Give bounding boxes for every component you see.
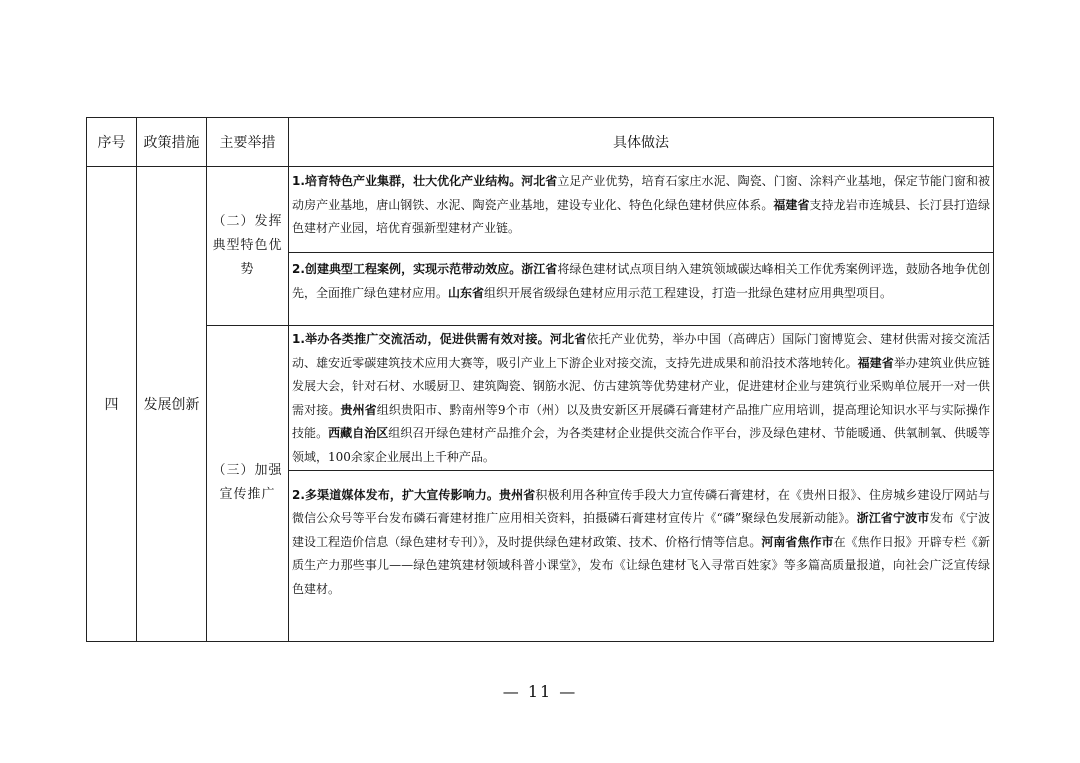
detail-text: 举办建筑业供应链发展大会，针对石材、水暖厨卫、建筑陶瓷、钢筋水泥、仿古建筑等优势建材产业，促进建材企业与建筑行业采购单位展开一对一供需对接。 (292, 355, 990, 417)
table-row (87, 326, 994, 471)
detail-cell (289, 326, 994, 471)
detail-text: 组织开展省级绿色建材应用示范工程建设，打造一批绿色建材应用典型项目。 (484, 285, 893, 300)
policy-table (86, 117, 994, 642)
detail-highlight-text: 河南省焦作市 (761, 534, 834, 549)
detail-highlight-text: 河北省 (521, 174, 558, 188)
detail-highlight-text: 1.举办各类推广交流活动，促进供需有效对接。 (292, 332, 550, 346)
detail-highlight-text: 浙江省 (521, 262, 558, 276)
detail-highlight-text: 贵州省 (340, 402, 377, 417)
policy-cell: 发展创新 (137, 167, 207, 642)
detail-text: 依托产业优势，举办中国（高碑店）国际门窗博览会、建材供需对接交流活动、雄安近零碳建筑技术应用大赛等，吸引产业上下游企业对接交流，支持先进成果和前沿技术落地转化。 (292, 332, 990, 370)
detail-text: 将绿色建材试点项目纳入建筑领域碳达峰相关工作优秀案例评选，鼓励各地争优创先，全面推广绿色建材应用。 (292, 262, 990, 300)
detail-text: 在《焦作日报》开辟专栏《新质生产力那些事儿——绿色建筑建材领域科普小课堂》，发布《让绿色建材飞入寻常百姓家》等多篇高质量报道，向社会广泛宣传绿色建材。 (292, 534, 990, 596)
header-policy: 政策措施 (137, 118, 207, 167)
detail-text: 组织召开绿色建材产品推介会，为各类建材企业提供交流合作平台，涉及绿色建材、节能暖通、供氧制氧、供暖等领域，100余家企业展出上千种产品。 (292, 426, 990, 464)
detail-paragraph (292, 484, 990, 602)
measure-cell-2: （三）加强宣传推广 (207, 326, 289, 642)
detail-highlight-text: 河北省 (549, 332, 587, 346)
detail-text: 积极利用各种宣传手段大力宣传磷石膏建材，在《贵州日报》、住房城乡建设厅网站与微信公众号等平台发布磷石膏建材推广应用相关资料，拍摄磷石膏建材宣传片《“磷”聚绿色发展新动能》。 (292, 487, 990, 526)
detail-highlight-text: 2.多渠道媒体发布，扩大宣传影响力。 (292, 487, 500, 502)
detail-text: 组织贵阳市、黔南州等9个市（州）以及贵安新区开展磷石膏建材产品推广应用培训，提高理论知识水平与实际操作技能。 (292, 402, 990, 441)
detail-highlight-text: 浙江省宁波市 (856, 511, 930, 526)
detail-text: 立足产业优势，培育石家庄水泥、陶瓷、门窗、涂料产业基地，保定节能门窗和被动房产业基地，唐山钢铁、水泥、陶瓷产业基地，建设专业化、特色化绿色建材供应体系。 (292, 174, 990, 212)
detail-cell (289, 253, 994, 326)
table-row (87, 167, 994, 253)
measure-cell-1: （二）发挥典型特色优势 (207, 167, 289, 326)
detail-text: 支持龙岩市连城县、长汀县打造绿色建材产业园，培优育强新型建材产业链。 (292, 197, 990, 236)
detail-highlight-text: 贵州省 (499, 487, 536, 502)
page-number: — 11 — (502, 682, 578, 701)
detail-highlight-text: 福建省 (773, 197, 810, 212)
detail-highlight-text: 1.培育特色产业集群，壮大优化产业结构。 (292, 174, 522, 188)
detail-cell (289, 167, 994, 253)
detail-highlight-text: 山东省 (448, 285, 485, 300)
header-main-measure: 主要举措 (207, 118, 289, 167)
row-serial-number: 四 (87, 167, 137, 642)
header-specific-practice: 具体做法 (289, 118, 994, 167)
detail-highlight-text: 2.创建典型工程案例，实现示范带动效应。 (292, 262, 522, 276)
header-serial-number: 序号 (87, 118, 137, 167)
detail-highlight-text: 福建省 (857, 355, 894, 370)
detail-paragraph (292, 328, 990, 470)
detail-paragraph (292, 258, 990, 305)
detail-text: 发布《宁波建设工程造价信息（绿色建材专刊）》，及时提供绿色建材政策、技术、价格行情等信息。 (292, 511, 990, 549)
detail-highlight-text: 西藏自治区 (328, 426, 389, 441)
table-header-row (87, 118, 994, 167)
detail-cell (289, 470, 994, 641)
detail-paragraph (292, 170, 990, 241)
